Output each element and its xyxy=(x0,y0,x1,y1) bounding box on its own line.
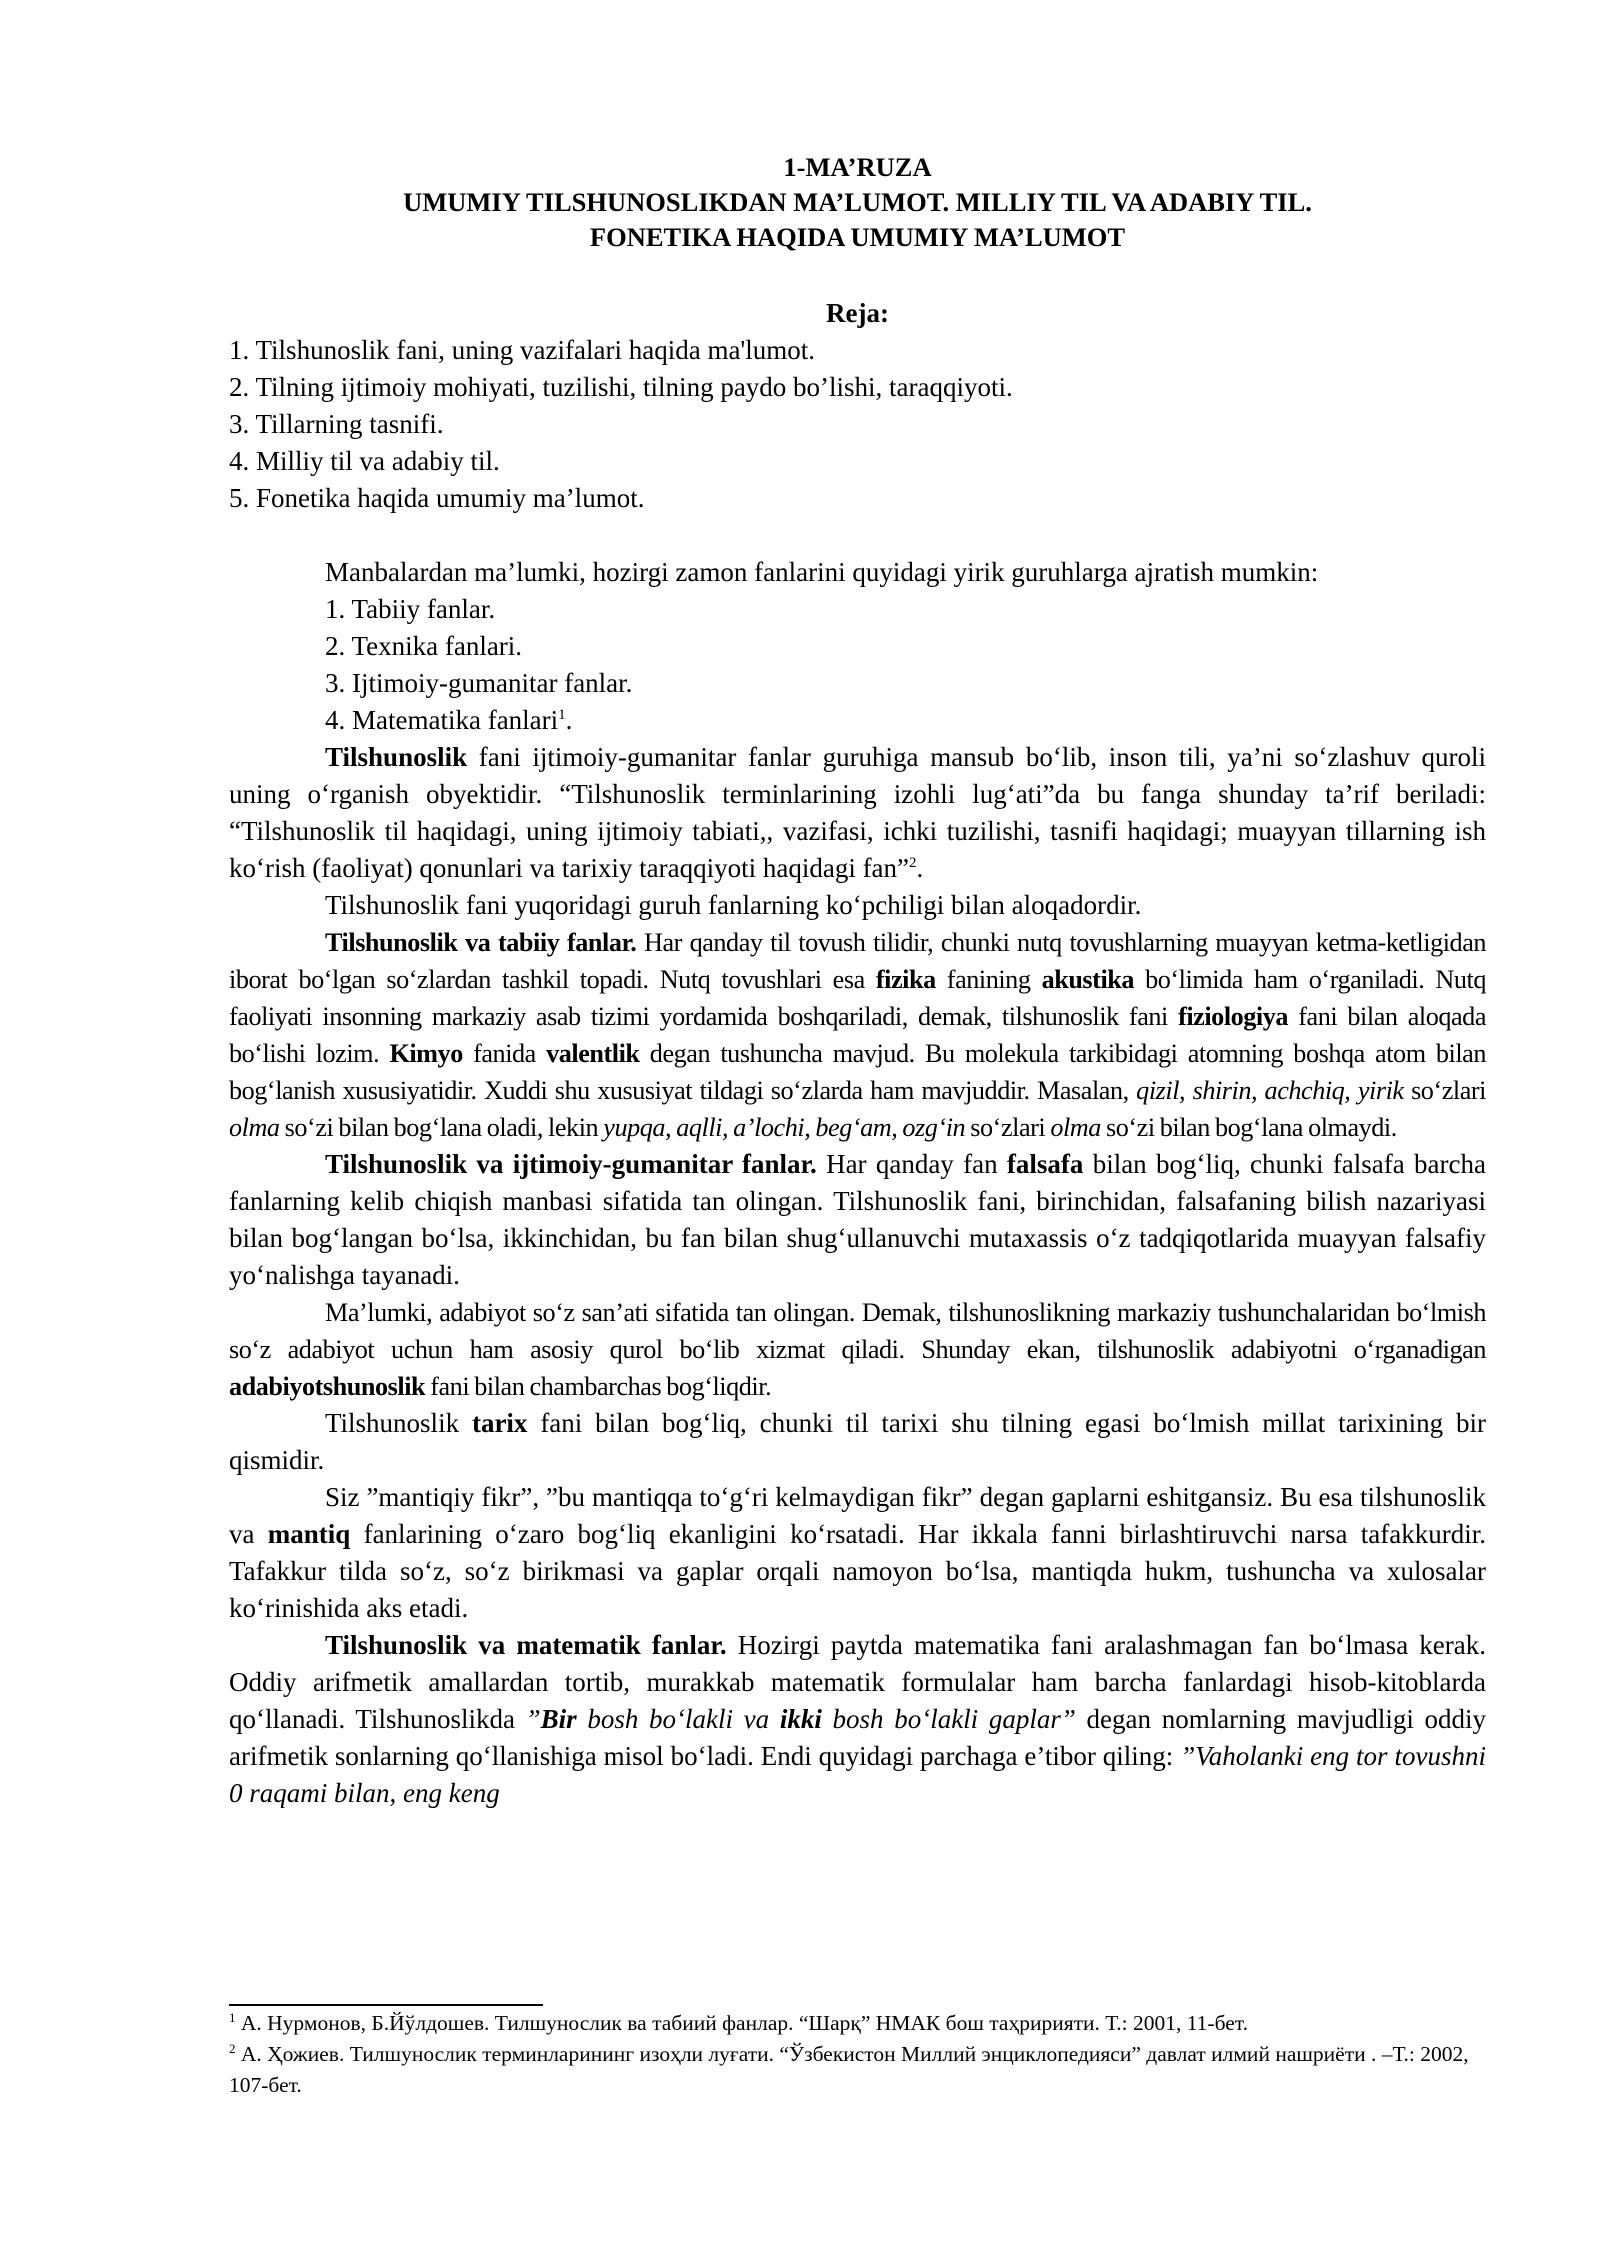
plan-item: 1. Tilshunoslik fani, uning vazifalari haqida ma'lumot. xyxy=(229,335,816,365)
science-group-item: 1. Tabiiy fanlar. xyxy=(325,594,496,624)
literature-paragraph: Ma’lumki, adabiyot so‘z san’ati sifatida tan olingan. Demak, tilshunoslikning markaziy tushunchalaridan bo‘lmish so‘z adabiyot uchun ham asosiy qurol bo‘lib xizmat qiladi. Shunday ekan, tilshunoslik adabiyotni o‘rganadigan adabiyotshunoslik fani bilan chambarchas bog‘liqdir. xyxy=(229,1298,1486,1401)
plan-heading: Reja: xyxy=(826,298,889,328)
science-group-item: 3. Ijtimoiy-gumanitar fanlar. xyxy=(325,668,633,698)
logic-paragraph: Siz ”mantiqiy fikr”, ”bu mantiqqa to‘g‘ri kelmaydigan fikr” degan gaplarni eshitgansiz. Bu esa tilshunoslik va mantiq fanlarining o‘zaro bog‘liq ekanligini ko‘rsatadi. Har ikkala fanni birlashtiruvchi narsa tafakkurdir. Tafakkur tilda so‘z, so‘z birikmasi va gaplar orqali namoyon bo‘lsa, mantiqda hukm, tushuncha va xulosalar ko‘rinishida aks etadi. xyxy=(229,1482,1487,1623)
history-paragraph: Tilshunoslik tarix fani bilan bog‘liq, chunki til tarixi shu tilning egasi bo‘lmish millat tarixining bir qismidir. xyxy=(229,1408,1486,1475)
footnote-divider xyxy=(229,2004,543,2006)
related-paragraph: Tilshunoslik fani yuqoridagi guruh fanlarning ko‘pchiligi bilan aloqadordir. xyxy=(325,890,1142,920)
plan-list xyxy=(229,332,1486,517)
social-sciences-paragraph: Tilshunoslik va ijtimoiy-gumanitar fanlar. Har qanday fan falsafa bilan bog‘liq, chunki falsafa barcha fanlarning kelib chiqish manbasi sifatida tan olingan. Tilshunoslik fani, birinchidan, falsafaning bilish nazariyasi bilan bog‘langan bo‘lsa, ikkinchidan, bu fan bilan shug‘ullanuvchi mutaxassis o‘z tadqiqotlarida muayyan falsafiy yo‘nalishga tayanadi. xyxy=(229,1149,1486,1290)
footnote: $^2$ А. Ҳожиев. Тилшунослик терминларининг изоҳли луғати. “Ўзбекистон Миллий энциклопедияси” давлат илмий нашриёти . –Т.: 2002, 107-бет. xyxy=(229,2040,1469,2097)
footnote: $^1$ А. Нурмонов, Б.Йўлдошев. Тилшунослик ва табиий фанлар. “Шарқ” НМАК бош таҳририяти. Т.: 2001, 11-бет. xyxy=(229,2009,1248,2035)
lecture-number: 1-MA’RUZA xyxy=(783,152,932,182)
natural-sciences-paragraph: Tilshunoslik va tabiiy fanlar. Har qanday til tovush tilidir, chunki nutq tovushlarning muayyan ketma-ketligidan iborat bo‘lgan so‘zlardan tashkil topadi. Nutq tovushlari esa fizika fanining akustika bo‘limida ham o‘rganiladi. Nutq faoliyati insonning markaziy asab tizimi yordamida boshqariladi, demak, tilshunoslik fani fiziologiya fani bilan aloqada bo‘lishi lozim. Kimyo fanida valentlik degan tushuncha mavjud. Bu molekula tarkibidagi atomning boshqa atom bilan bog‘lanish xususiyatidir. Xuddi shu xususiyat tildagi so‘zlarda ham mavjuddir. Masalan, qizil, shirin, achchiq, yirik so‘zlari olma so‘zi bilan bog‘lana oladi, lekin yupqa, aqlli, a’lochi, beg‘am, ozg‘in so‘zlari olma so‘zi bilan bog‘lana olmaydi. xyxy=(229,928,1487,1142)
plan-item: 3. Tillarning tasnifi. xyxy=(229,409,444,439)
lecture-title-line1: UMUMIY TILSHUNOSLIKDAN MA’LUMOT. MILLIY TIL VA ADABIY TIL. xyxy=(403,187,1312,217)
science-groups-list xyxy=(229,591,1486,739)
intro-paragraph: Manbalardan ma’lumki, hozirgi zamon fanlarini quyidagi yirik guruhlarga ajratish mumkin: xyxy=(325,557,1319,587)
math-paragraph: Tilshunoslik va matematik fanlar. Hozirgi paytda matematika fani aralashmagan fan bo‘lmasa kerak. Oddiy arifmetik amallardan tortib, murakkab matematik formulalar ham barcha fanlardagi hisob-kitoblarda qo‘llanadi. Tilshunoslikda ”Bir bosh bo‘lakli va ikki bosh bo‘lakli gaplar” degan nomlarning mavjudligi oddiy arifmetik sonlarning qo‘llanishiga misol bo‘ladi. Endi quyidagi parchaga e’tibor qiling: ”Vaholanki eng tor tovushni 0 raqami bilan, eng keng xyxy=(229,1630,1487,1808)
plan-item: 2. Tilning ijtimoiy mohiyati, tuzilishi, tilning paydo bo’lishi, taraqqiyoti. xyxy=(229,372,1013,402)
plan-item: 5. Fonetika haqida umumiy ma’lumot. xyxy=(229,483,645,513)
science-group-item: 4. Matematika fanlari$^1$. xyxy=(325,705,573,735)
footnote-ref: 2 xyxy=(909,855,917,871)
footnotes xyxy=(229,2008,1486,2101)
footnote-ref: 1 xyxy=(558,707,566,723)
lecture-title-line2: FONETIKA HAQIDA UMUMIY MA’LUMOT xyxy=(589,222,1126,252)
science-group-item: 2. Texnika fanlari. xyxy=(325,631,523,661)
plan-item: 4. Milliy til va adabiy til. xyxy=(229,446,500,476)
definition-paragraph: Tilshunoslik fani ijtimoiy-gumanitar fanlar guruhiga mansub bo‘lib, inson tili, ya’ni so‘zlashuv quroli uning o‘rganish obyektidir. “Tilshunoslik terminlarining izohli lug‘ati”da bu fanga shunday ta’rif beriladi: “Tilshunoslik til haqidagi, uning ijtimoiy tabiati,, vazifasi, ichki tuzilishi, tasnifi haqidagi; muayyan tillarning ish ko‘rish (faoliyat) qonunlari va tarixiy taraqqiyoti haqidagi fan”$^2$. xyxy=(229,742,1486,883)
document-page xyxy=(229,150,1486,1812)
